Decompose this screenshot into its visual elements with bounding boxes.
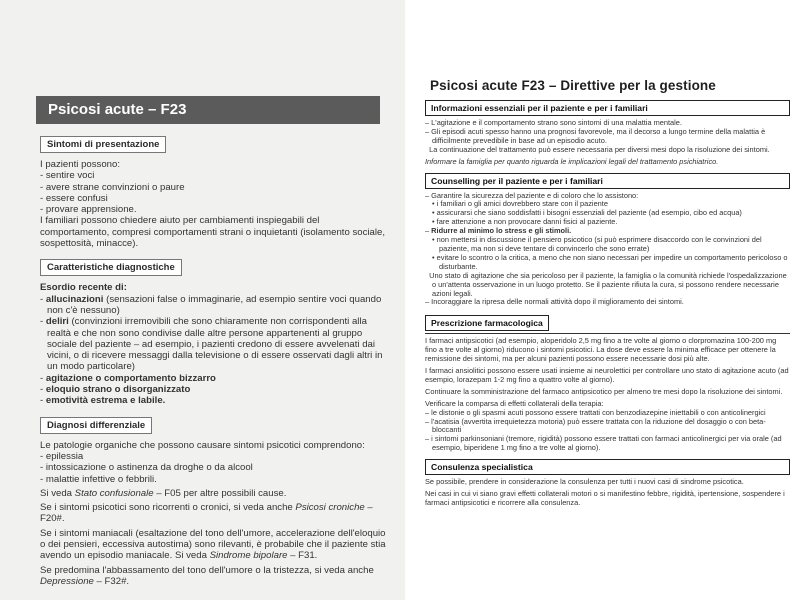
paragraph: Si veda Stato confusionale – F05 per altre possibili cause. — [40, 487, 287, 499]
paragraph: I farmaci ansiolitici possono essere usati insieme ai neurolettici per controllare uno stato di agitazione acuto (ad esempio, lorazepam 1-2 mg fino a quattro volte al giorno). — [425, 366, 789, 384]
section-heading: Diagnosi differenziale — [40, 417, 152, 434]
divider — [425, 333, 790, 334]
paragraph: Verificare la comparsa di effetti collaterali della terapia: — [425, 398, 604, 408]
paragraph: Se predomina l'abbassamento del tono dell'umore o la tristezza, si veda anche Depressione – F32#. — [40, 564, 374, 587]
list-item: – i sintomi parkinsoniani (tremore, rigidità) possono essere trattati con farmaci anticolinergici per via orale (ad esempio, biperidene 1 mg fino a tre volte al giorno). — [425, 434, 782, 453]
list-item: – Incoraggiare la ripresa delle normali attività dopo il miglioramento dei sintomi. — [425, 297, 684, 307]
list-item: - sentire voci — [40, 170, 390, 181]
term: emotività estrema e labile. — [45, 395, 166, 407]
definition: (convinzioni irremovibili che sono chiaramente non corrispondenti alla realtà e che non sono condivise dalle altre persone appartenenti al gruppo sociale del paziente – ad esempio, i pazienti credono di essere avvelenati dai vicini, o di ricevere messaggi dalla televisione o di essere osservati dagli altri in un modo particolare) — [47, 316, 383, 373]
list-item: • evitare lo scontro o la critica, a meno che non siano necessari per impedire un comportamento pericoloso o disturbante. — [432, 252, 788, 271]
section-informazioni — [425, 100, 790, 167]
paragraph: I farmaci antipsicotici (ad esempio, aloperidolo 2,5 mg fino a tre volte al giorno o clorpromazina 100-200 mg fino a tre volte al giorno) riducono i sintomi psicotici. La dose deve essere la minima efficace per ottenere la remissione dei sintomi, ma per alcuni pazienti possono essere necessarie dosi più alte. — [425, 336, 777, 364]
list-item: - malattie infettive o febbrili. — [40, 474, 390, 485]
section-caratteristiche — [40, 257, 390, 406]
section-heading: Consulenza specialistica — [425, 459, 790, 475]
list-item: - essere confusi — [40, 193, 390, 204]
list-item: – Garantire la sicurezza del paziente e di coloro che lo assistono: — [425, 190, 639, 200]
left-content — [40, 134, 390, 587]
list-item — [40, 316, 390, 372]
paragraph: I familiari possono chiedere aiuto per cambiamenti inspiegabili del comportamento, compresi comportamenti strani o inquietanti (isolamento sociale, sospettosità, minacce). — [40, 215, 386, 250]
section-prescrizione — [425, 313, 790, 453]
section-heading: Prescrizione farmacologica — [425, 315, 549, 331]
section-heading: Caratteristiche diagnostiche — [40, 259, 182, 276]
list-item — [40, 294, 390, 317]
list-item: Uno stato di agitazione che sia pericoloso per il paziente, la famiglia o la comunità richiede l'ospedalizzazione o un'attenta osservazione in un luogo protetto. Se il paziente rifiuta la cura, si possono rendere necessarie azioni legali. — [429, 270, 787, 298]
right-page — [405, 0, 800, 600]
right-page-title: Psicosi acute F23 – Direttive per la gestione — [430, 78, 716, 93]
section-sintomi — [40, 134, 390, 249]
term: deliri — [45, 316, 69, 328]
list-item: • assicurarsi che siano soddisfatti i bisogni essenziali del paziente (ad esempio, cibo ed acqua) — [432, 208, 742, 218]
list-item: - avere strane convinzioni o paure — [40, 182, 390, 193]
list-item — [40, 395, 390, 406]
term: eloquio strano o disorganizzato — [45, 384, 191, 396]
list-item: - intossicazione o astinenza da droghe o da alcool — [40, 462, 390, 473]
paragraph: Se possibile, prendere in considerazione la consulenza per tutti i nuovi casi di sindrome psicotica. — [425, 477, 744, 487]
term: agitazione o comportamento bizzarro — [45, 372, 216, 384]
list-item — [40, 373, 390, 384]
list-item: – le distonie o gli spasmi acuti possono essere trattati con benzodiazepine iniettabili o con anticolinergici — [425, 407, 766, 417]
list-item: • i familiari o gli amici dovrebbero stare con il paziente — [432, 199, 608, 209]
list-item: - provare apprensione. — [40, 204, 390, 215]
section-heading: Counselling per il paziente e per i familiari — [425, 173, 790, 189]
section-consulenza — [425, 459, 790, 508]
list-item: – Ridurre al minimo lo stress e gli stimoli. — [425, 226, 572, 236]
note: Informare la famiglia per quanto riguarda le implicazioni legali del trattamento psichiatrico. — [425, 156, 719, 166]
left-page-title: Psicosi acute – F23 — [36, 96, 380, 124]
paragraph: Nei casi in cui vi siano gravi effetti collaterali motori o si manifestino febbre, rigidità, ipertensione, sospendere i farmaci antipsicotici e ricorrere alla consulenza. — [425, 489, 785, 507]
list-item: – Gli episodi acuti spesso hanno una prognosi favorevole, ma il decorso a lungo termine della malattia è difficilmente prevedibile in base ad un episodio acuto. — [425, 126, 766, 145]
list-item — [40, 384, 390, 395]
list-item: - epilessia — [40, 451, 390, 462]
paragraph: Continuare la somministrazione del farmaco antipsicotico per almeno tre mesi dopo la risoluzione dei sintomi. — [425, 386, 783, 396]
intro-text: I pazienti possono: — [40, 159, 121, 170]
intro-text: Le patologie organiche che possono causare sintomi psicotici comprendono: — [40, 439, 365, 451]
intro-text: Esordio recente di: — [40, 282, 127, 294]
list-item: La continuazione del trattamento può essere necessaria per diversi mesi dopo la risoluzione dei sintomi. — [429, 144, 770, 154]
section-diagnosi — [40, 415, 390, 588]
list-item: – L'agitazione e il comportamento strano sono sintomi di una malattia mentale. — [425, 118, 682, 127]
list-item: • non mettersi in discussione il pensiero psicotico (si può esprimere disaccordo con le convinzioni del paziente, ma non si deve tentare di convincerlo che sono errate) — [432, 235, 762, 253]
section-heading: Sintomi di presentazione — [40, 136, 166, 153]
right-content — [425, 100, 790, 508]
paragraph: Se i sintomi maniacali (esaltazione del tono dell'umore, accelerazione dell'eloquio o dei pensieri, eccessiva autostima) sono rilevanti, è probabile che il paziente stia avendo un episodio maniacale. Si veda Sindrome bipolare – F31. — [40, 527, 386, 562]
list-item: – l'acatisia (avvertita irrequietezza motoria) può essere trattata con la riduzione del dosaggio o con beta-bloccanti — [425, 416, 766, 435]
paragraph: Se i sintomi psicotici sono ricorrenti o cronici, si veda anche Psicosi croniche – F20#. — [40, 502, 373, 525]
term: allucinazioni — [45, 293, 104, 305]
definition: (sensazioni false o immaginarie, ad esempio sentire voci quando non c'è nessuno) — [47, 293, 382, 316]
list-item: • fare attenzione a non provocare danni fisici al paziente. — [432, 217, 618, 227]
section-counselling — [425, 173, 790, 308]
section-heading: Informazioni essenziali per il paziente e per i familiari — [425, 100, 790, 116]
